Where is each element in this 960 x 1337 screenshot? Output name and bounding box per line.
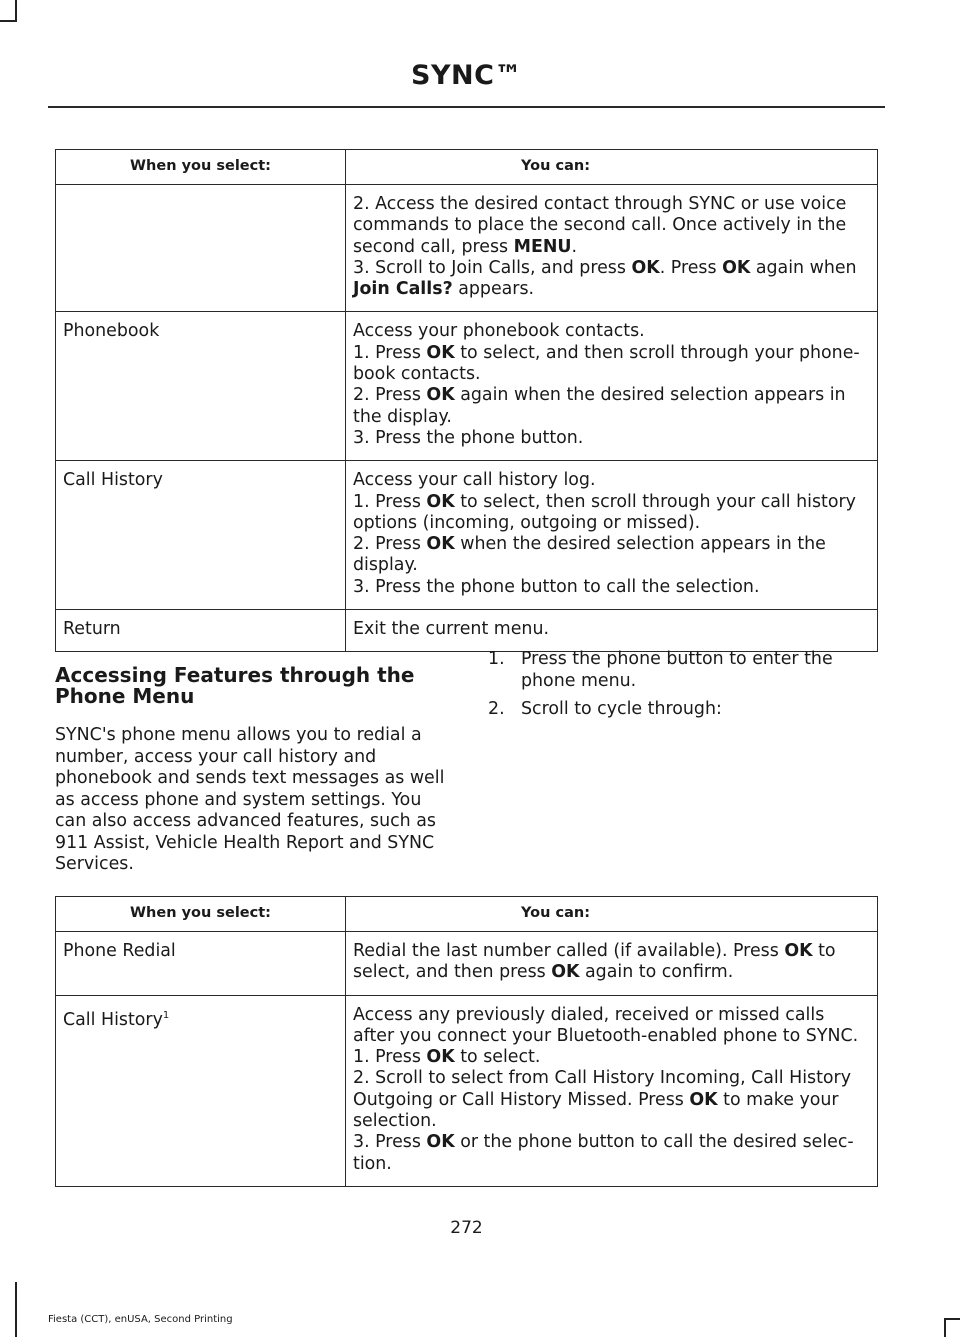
emphasis-text: OK bbox=[426, 342, 455, 363]
select-cell bbox=[56, 932, 346, 996]
steps-list bbox=[488, 649, 883, 728]
text-segment: . bbox=[571, 236, 578, 257]
page-number: 272 bbox=[450, 1218, 483, 1238]
select-label: Call History bbox=[63, 470, 163, 491]
emphasis-text: OK bbox=[426, 1132, 455, 1153]
description-cell bbox=[346, 932, 878, 996]
description-line bbox=[353, 470, 870, 491]
table-row bbox=[56, 185, 878, 312]
emphasis-text: OK bbox=[426, 491, 455, 512]
step-text: Scroll to cycle through: bbox=[521, 699, 722, 719]
description-line bbox=[353, 258, 870, 301]
description-line bbox=[353, 428, 870, 449]
select-cell bbox=[56, 185, 346, 312]
crop-mark-top-left-v bbox=[15, 0, 17, 22]
select-cell bbox=[56, 610, 346, 652]
column-header-can: You can: bbox=[346, 150, 878, 185]
feature-table-2 bbox=[55, 896, 878, 1187]
emphasis-text: OK bbox=[631, 257, 660, 278]
text-segment: again when bbox=[750, 257, 857, 278]
description-line bbox=[353, 941, 870, 984]
text-segment: to select, and then press bbox=[353, 941, 836, 983]
table-row bbox=[56, 932, 878, 996]
text-segment: 1. Press bbox=[353, 342, 427, 363]
list-item bbox=[488, 649, 883, 692]
text-segment: 2. Press bbox=[353, 385, 427, 406]
table-row bbox=[56, 461, 878, 610]
text-segment: 1. Press bbox=[353, 491, 427, 512]
crop-mark-bottom-right-h bbox=[944, 1318, 960, 1320]
table-body bbox=[56, 932, 878, 1187]
select-label: Phonebook bbox=[63, 321, 160, 342]
text-segment: when the desired selection appears in the display. bbox=[353, 534, 826, 576]
description-line bbox=[353, 577, 870, 598]
emphasis-text: MENU bbox=[513, 236, 572, 257]
description-cell bbox=[346, 185, 878, 312]
description-line bbox=[353, 619, 870, 640]
emphasis-text: Join Calls? bbox=[353, 279, 453, 300]
description-cell bbox=[346, 610, 878, 652]
description-line bbox=[353, 492, 870, 535]
emphasis-text: OK bbox=[689, 1089, 718, 1110]
description-line bbox=[353, 1068, 870, 1132]
text-segment: to select, and then scroll through your phone-book contacts. bbox=[353, 342, 860, 385]
step-text: Press the phone button to enter the phone menu. bbox=[521, 649, 833, 691]
text-segment: Access your phonebook contacts. bbox=[353, 321, 645, 342]
text-segment: again when the desired selection appears in the display. bbox=[353, 385, 846, 427]
text-segment: 2. Scroll to select from Call History Incoming, Call History Outgoing or Call History Missed. Press bbox=[353, 1068, 851, 1110]
text-segment: to select, then scroll through your call history options (incoming, outgoing or missed). bbox=[353, 491, 856, 533]
text-segment: . Press bbox=[659, 257, 723, 278]
select-label: Phone Redial bbox=[63, 941, 176, 961]
select-label: Call History bbox=[63, 1009, 163, 1030]
select-cell bbox=[56, 312, 346, 461]
description-cell bbox=[346, 312, 878, 461]
table-header-row bbox=[56, 897, 878, 932]
description-cell bbox=[346, 995, 878, 1186]
text-segment: Access your call history log. bbox=[353, 470, 596, 491]
table-row bbox=[56, 995, 878, 1186]
description-line bbox=[353, 1005, 870, 1048]
description-line bbox=[353, 534, 870, 577]
emphasis-text: OK bbox=[722, 257, 751, 278]
section-paragraph: SYNC's phone menu allows you to redial a number, access your call history and phonebook and sends text messages as well as access phone and system settings. You can also access advanced features, such as 911 Assist, Vehicle Health Report and SYNC Services. bbox=[55, 725, 445, 874]
emphasis-text: OK bbox=[426, 385, 455, 406]
crop-mark-top-left-h bbox=[0, 20, 16, 22]
section-title: Accessing Features through the Phone Menu bbox=[55, 663, 415, 708]
table-header-row bbox=[56, 150, 878, 185]
select-cell bbox=[56, 461, 346, 610]
emphasis-text: OK bbox=[784, 941, 813, 961]
step-number: 2. bbox=[488, 699, 505, 719]
text-segment: 1. Press bbox=[353, 1047, 427, 1068]
table-row bbox=[56, 312, 878, 461]
text-segment: Exit the current menu. bbox=[353, 619, 550, 640]
crop-mark-bottom-left-v bbox=[15, 1282, 17, 1337]
text-segment: 3. Scroll to Join Calls, and press bbox=[353, 257, 632, 278]
footer-text: Fiesta (CCT), enUSA, Second Printing bbox=[48, 1314, 233, 1325]
text-segment: 2. Press bbox=[353, 534, 427, 555]
text-segment: to make your selection. bbox=[353, 1089, 839, 1132]
select-label: Return bbox=[63, 619, 121, 640]
description-line bbox=[353, 321, 870, 342]
description-line bbox=[353, 1047, 870, 1068]
text-segment: appears. bbox=[452, 279, 535, 300]
feature-table-1 bbox=[55, 149, 878, 652]
crop-mark-bottom-right-v bbox=[944, 1318, 946, 1337]
column-header-select: When you select: bbox=[56, 150, 346, 185]
description-line bbox=[353, 194, 870, 258]
table-body bbox=[56, 185, 878, 652]
header-rule bbox=[48, 106, 885, 108]
text-segment: 3. Press the phone button. bbox=[353, 427, 584, 448]
emphasis-text: OK bbox=[426, 534, 455, 555]
footnote-marker: 1 bbox=[162, 1009, 170, 1021]
table-row bbox=[56, 610, 878, 652]
page-header bbox=[48, 60, 885, 91]
step-number: 1. bbox=[488, 649, 505, 669]
list-item bbox=[488, 699, 883, 721]
text-segment: or the phone button to call the desired selec-tion. bbox=[353, 1132, 854, 1174]
page-title: SYNC™ bbox=[411, 60, 522, 91]
description-line bbox=[353, 1132, 870, 1175]
text-segment: 3. Press bbox=[353, 1132, 427, 1153]
text-segment: Access any previously dialed, received or missed calls after you connect your Bluetooth-enabled phone to SYNC. bbox=[353, 1004, 859, 1046]
column-header-select: When you select: bbox=[56, 897, 346, 932]
text-segment: 2. Access the desired contact through SYNC or use voice commands to place the second call. Once actively in the second call, press bbox=[353, 194, 847, 257]
column-header-can: You can: bbox=[346, 897, 878, 932]
description-line bbox=[353, 343, 870, 386]
select-cell bbox=[56, 995, 346, 1186]
text-segment: Redial the last number called (if available). Press bbox=[353, 941, 785, 961]
description-line bbox=[353, 385, 870, 428]
text-segment: to select. bbox=[454, 1047, 541, 1068]
text-segment: again to confirm. bbox=[579, 962, 734, 983]
emphasis-text: OK bbox=[426, 1047, 455, 1068]
text-segment: 3. Press the phone button to call the selection. bbox=[353, 576, 760, 597]
description-cell bbox=[346, 461, 878, 610]
emphasis-text: OK bbox=[551, 962, 580, 983]
